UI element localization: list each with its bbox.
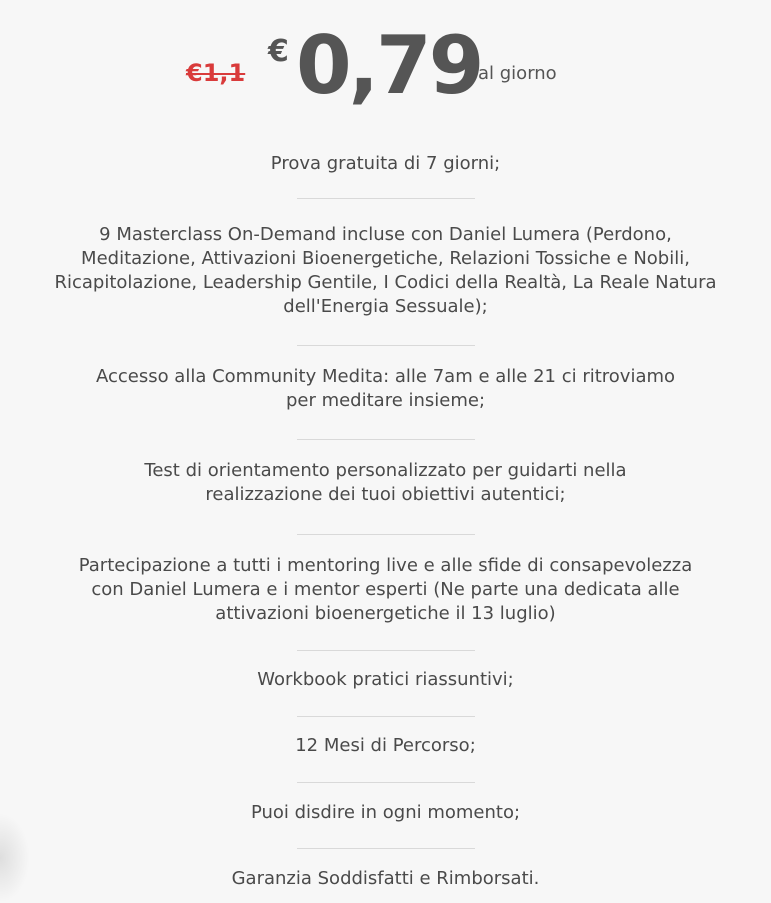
feature-item-duration: 12 Mesi di Percorso; xyxy=(295,735,476,756)
feature-item-cancel: Puoi disdire in ogni momento; xyxy=(250,802,521,823)
divider xyxy=(297,198,475,199)
price-period: al giorno xyxy=(478,63,557,84)
divider xyxy=(297,848,475,849)
feature-item-workbook: Workbook pratici riassuntivi; xyxy=(257,669,514,690)
divider xyxy=(297,345,475,346)
divider xyxy=(297,650,475,651)
divider xyxy=(297,716,475,717)
feature-item-community: Accesso alla Community Medita: alle 7am e alle 21 ci ritroviamo per meditare insieme; xyxy=(95,366,676,411)
price-row xyxy=(0,19,771,122)
divider xyxy=(297,534,475,535)
feature-item-masterclass: 9 Masterclass On-Demand incluse con Daniel Lumera (Perdono, Meditazione, Attivazioni Bioenergetiche, Relazioni Tossiche e Nobili, Ricapitolazione, Leadership Gentile, I Codici della Realtà, La Reale Natura dell'Energia Sessuale); xyxy=(54,224,717,317)
currency-symbol: € xyxy=(268,34,289,69)
old-price: €1,1 xyxy=(186,59,246,87)
feature-item-test: Test di orientamento personalizzato per guidarti nella realizzazione dei tuoi obiettivi autentici; xyxy=(144,460,627,505)
divider xyxy=(297,439,475,440)
feature-item-mentoring: Partecipazione a tutti i mentoring live e alle sfide di consapevolezza con Daniel Lumera e i mentor esperti (Ne parte una dedicata alle attivazioni bioenergetiche il 13 luglio) xyxy=(78,555,693,624)
feature-item-trial: Prova gratuita di 7 giorni; xyxy=(270,153,501,174)
divider xyxy=(297,782,475,783)
feature-list xyxy=(0,152,771,891)
feature-item-guarantee: Garanzia Soddisfatti e Rimborsati. xyxy=(231,868,540,889)
current-price: 0,79 xyxy=(296,19,482,112)
